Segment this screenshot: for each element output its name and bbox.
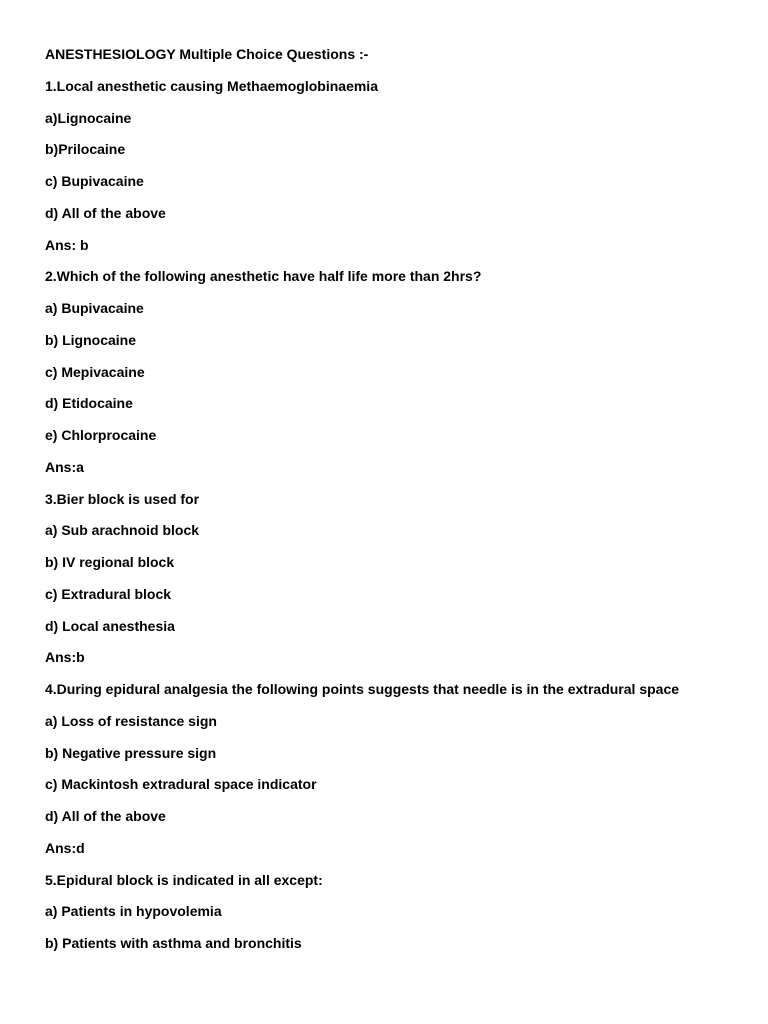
answer-option: d) All of the above: [45, 808, 166, 824]
answer-option: b) IV regional block: [45, 554, 175, 570]
answer-option: a)Lignocaine: [45, 109, 132, 126]
answer-option: b) Negative pressure sign: [45, 744, 217, 761]
answer-option: b) Patients with asthma and bronchitis: [45, 935, 302, 951]
answer-option: d) All of the above: [45, 204, 166, 221]
question-text: 3.Bier block is used for: [45, 490, 200, 507]
question-block: [45, 679, 745, 870]
question-block: [45, 870, 745, 965]
document-title: ANESTHESIOLOGY Multiple Choice Questions :-: [45, 46, 369, 62]
answer-option: c) Mackintosh extradural space indicator: [45, 776, 317, 793]
answer-option: d) Local anesthesia: [45, 617, 175, 634]
answer-option: c) Mepivacaine: [45, 363, 145, 380]
answer-option: b)Prilocaine: [45, 141, 126, 158]
answer-option: e) Chlorprocaine: [45, 427, 157, 443]
answer-key: Ans: b: [45, 236, 89, 253]
answer-option: a) Bupivacaine: [45, 300, 144, 316]
answer-option: c) Bupivacaine: [45, 173, 144, 189]
answer-key: Ans:d: [45, 839, 85, 856]
answer-option: b) Lignocaine: [45, 331, 136, 348]
question-text: 2.Which of the following anesthetic have half life more than 2hrs?: [45, 268, 482, 285]
answer-option: a) Sub arachnoid block: [45, 522, 200, 539]
question-block: [45, 76, 745, 267]
question-text: 1.Local anesthetic causing Methaemoglobinaemia: [45, 77, 378, 94]
document-page: [45, 44, 745, 965]
answer-option: a) Loss of resistance sign: [45, 712, 217, 729]
answer-option: c) Extradural block: [45, 585, 172, 602]
question-block: [45, 489, 745, 680]
question-text: 4.During epidural analgesia the following points suggests that needle is in the extradural space: [45, 681, 680, 697]
answer-key: Ans:a: [45, 458, 84, 475]
answer-key: Ans:b: [45, 649, 85, 666]
question-block: [45, 266, 745, 488]
answer-option: d) Etidocaine: [45, 395, 133, 412]
question-text: 5.Epidural block is indicated in all except:: [45, 871, 323, 888]
answer-option: a) Patients in hypovolemia: [45, 903, 222, 920]
